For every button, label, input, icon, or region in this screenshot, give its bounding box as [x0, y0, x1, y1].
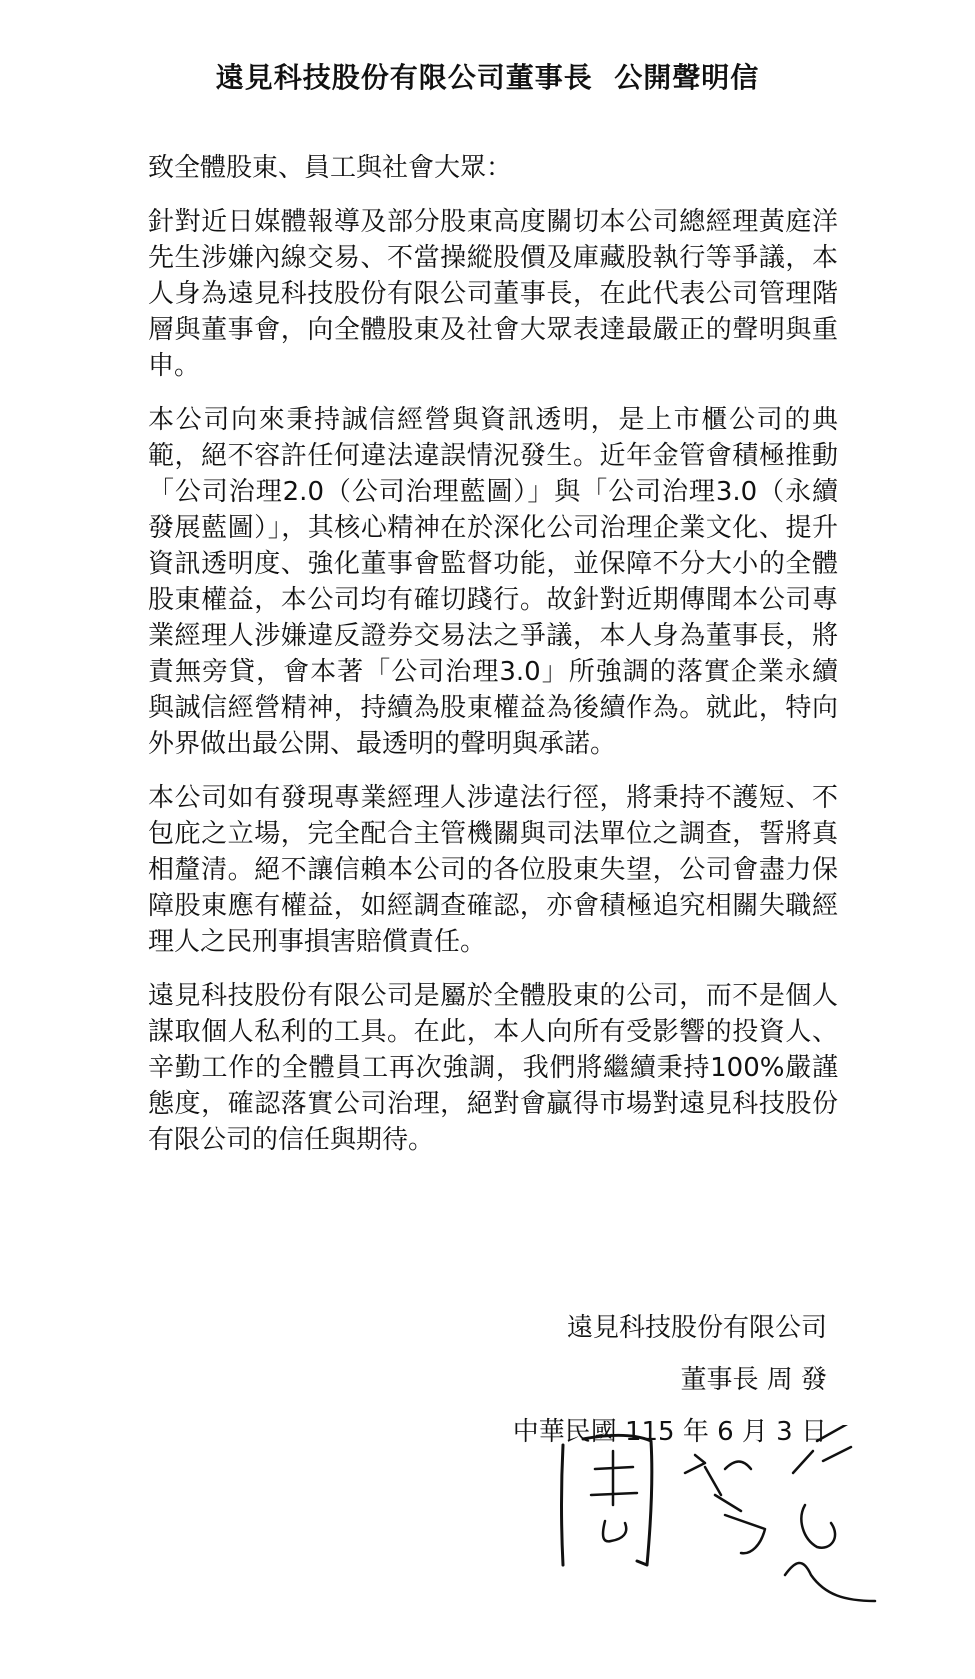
salutation: 致全體股東、員工與社會大眾： [148, 153, 513, 183]
handwritten-signature [555, 1425, 915, 1625]
signature-drawing [555, 1425, 915, 1625]
letter-body [148, 150, 838, 1176]
paragraph-2: 本公司向來秉持誠信經營與資訊透明，是上市櫃公司的典範，絕不容許任何違法違誤情況發生。近年金管會積極推動「公司治理2.0（公司治理藍圖）」與「公司治理3.0（永續發展藍圖）」，其核心精神在於深化公司治理企業文化、提升資訊透明度、強化董事會監督功能，並保障不分大小的全體股東權益，本公司均有確切踐行。故針對近期傳聞本公司專業經理人涉嫌違反證券交易法之爭議，本人身為董事長，將責無旁貸，會本著「公司治理3.0」所強調的落實企業永續與誠信經營精神，持續為股東權益為後續作為。就此，特向外界做出最公開、最透明的聲明與承諾。 [148, 405, 838, 759]
paragraph-3: 本公司如有發現專業經理人涉違法行徑，將秉持不護短、不包庇之立場，完全配合主管機關與司法單位之調查，誓將真相釐清。絕不讓信賴本公司的各位股東失望，公司會盡力保障股東應有權益，如經調查確認，亦會積極追究相關失職經理人之民刑事損害賠償責任。 [148, 783, 838, 957]
paragraph-4: 遠見科技股份有限公司是屬於全體股東的公司，而不是個人謀取個人私利的工具。在此，本人向所有受影響的投資人、辛勤工作的全體員工再次強調，我們將繼續秉持100%嚴謹態度，確認落實公司治理，絕對會贏得市場對遠見科技股份有限公司的信任與期待。 [148, 981, 838, 1155]
letter-date: 中華民國 115 年 6 月 3 日 [512, 1417, 827, 1447]
signer-title: 董事長 周 發 [680, 1365, 827, 1395]
letter-title: 遠見科技股份有限公司董事長 公開聲明信 [215, 61, 760, 94]
company-name: 遠見科技股份有限公司 [566, 1313, 827, 1343]
paragraph-1: 針對近日媒體報導及部分股東高度關切本公司總經理黃庭洋先生涉嫌內線交易、不當操縱股價及庫藏股執行等爭議，本人身為遠見科技股份有限公司董事長，在此代表公司管理階層與董事會，向全體股東及社會大眾表達最嚴正的聲明與重申。 [148, 207, 838, 381]
